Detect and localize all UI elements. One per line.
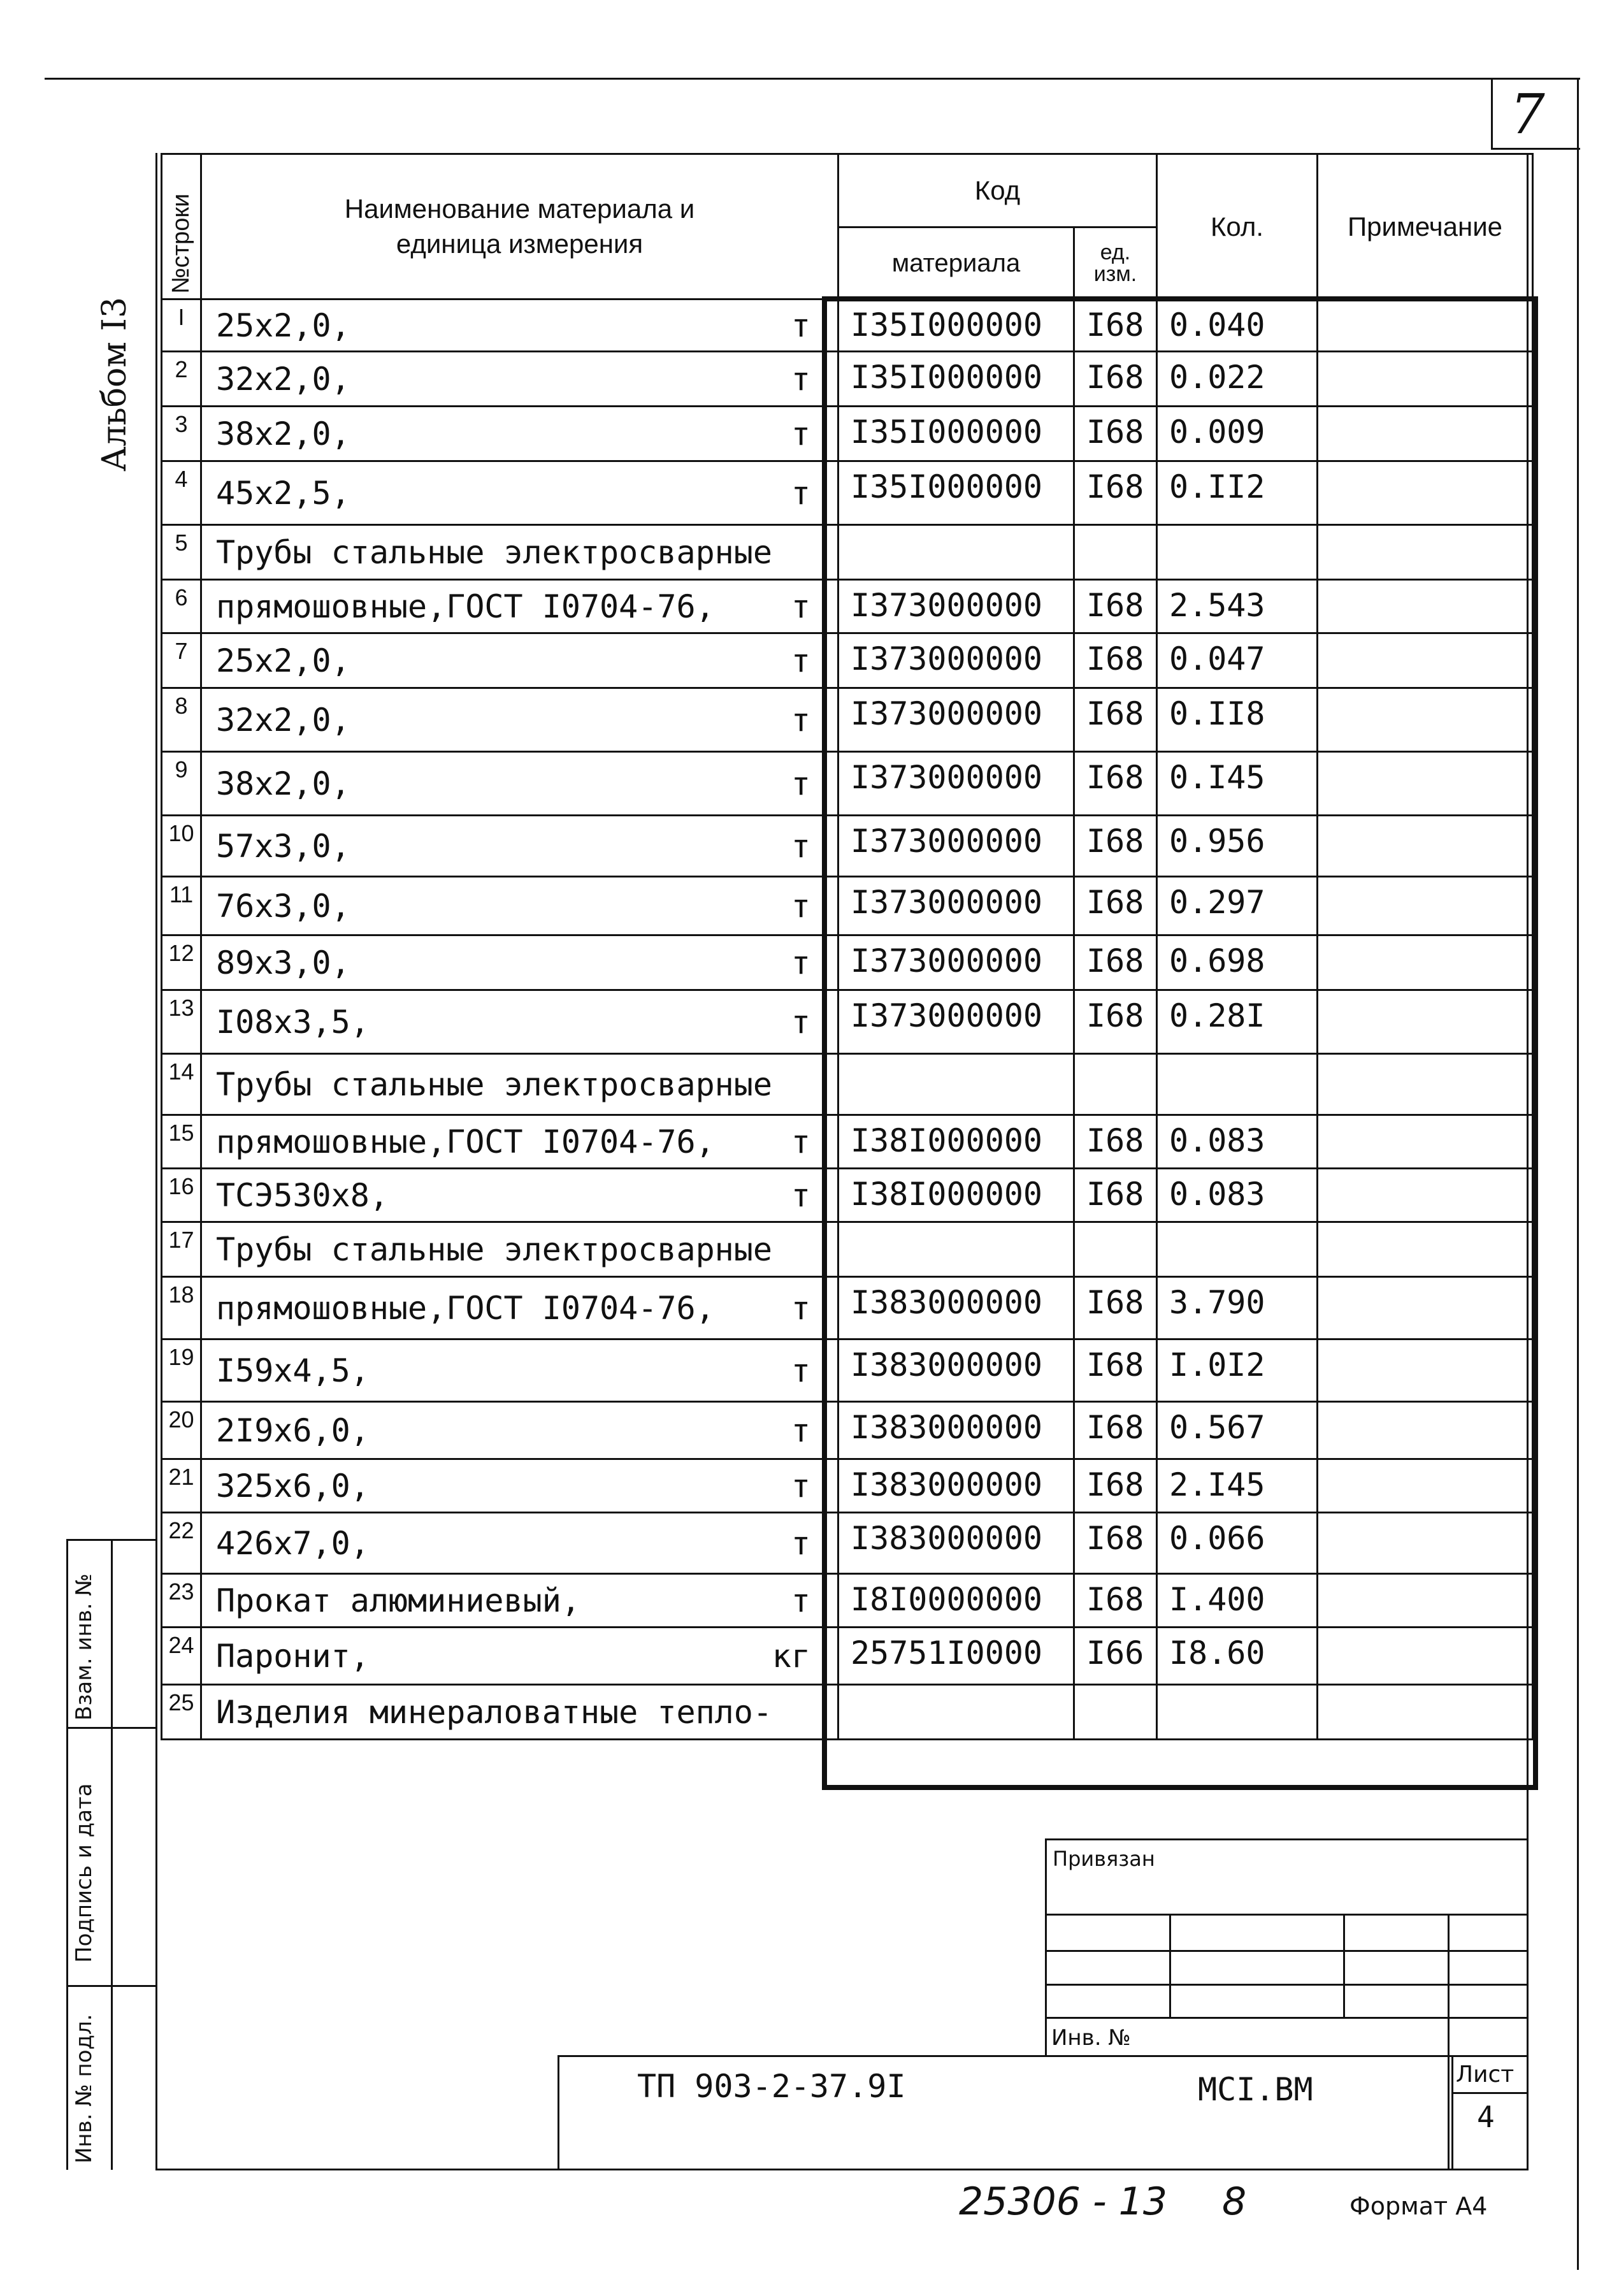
- row-name-text: 76x3,0,: [216, 887, 350, 925]
- row-quantity: 0.I45: [1157, 752, 1318, 816]
- stamp-sheet-label: Лист: [1456, 2061, 1515, 2088]
- row-unit: т: [791, 588, 810, 625]
- row-quantity: 0.040: [1157, 300, 1318, 352]
- row-number: 17: [162, 1222, 201, 1277]
- row-name: [201, 1277, 838, 1339]
- stamp-col-1: [1169, 1914, 1171, 2017]
- row-number: 24: [162, 1628, 201, 1685]
- row-name-text: 45x2,5,: [216, 474, 350, 512]
- margin-strip-inner: [111, 1539, 113, 2170]
- row-quantity: 2.I45: [1157, 1459, 1318, 1513]
- row-name: [201, 525, 838, 580]
- frame-left: [155, 153, 157, 2170]
- row-unit-code: I68: [1074, 1277, 1157, 1339]
- row-number: 7: [162, 633, 201, 688]
- row-number: 3: [162, 407, 201, 461]
- stamp-sheet-left: [1451, 2055, 1453, 2170]
- footer-page-no: 8: [1222, 2179, 1247, 2224]
- row-unit: т: [791, 1467, 810, 1505]
- stamp-line-1: [1045, 1914, 1528, 1916]
- row-number: 4: [162, 461, 201, 525]
- row-unit-code: I68: [1074, 1513, 1157, 1574]
- row-quantity: 0.297: [1157, 877, 1318, 935]
- row-unit: т: [791, 1352, 810, 1389]
- row-unit: т: [791, 944, 810, 981]
- row-quantity: I.0I2: [1157, 1339, 1318, 1402]
- row-name: [201, 300, 838, 352]
- row-quantity: 0.698: [1157, 935, 1318, 990]
- row-unit-code: I68: [1074, 1169, 1157, 1222]
- row-material-code: I383000000: [838, 1339, 1074, 1402]
- row-name: [201, 461, 838, 525]
- row-material-code: I373000000: [838, 580, 1074, 633]
- footer-format: Формат А4: [1349, 2192, 1488, 2220]
- row-unit: т: [791, 887, 810, 925]
- row-unit-code: I68: [1074, 935, 1157, 990]
- row-name: [201, 877, 838, 935]
- row-quantity: 0.009: [1157, 407, 1318, 461]
- header-row-no: №строки: [162, 154, 201, 300]
- row-unit: т: [791, 1123, 810, 1160]
- row-name-text: I59x4,5,: [216, 1352, 370, 1389]
- stamp-line-4: [1045, 2017, 1528, 2019]
- stamp-top: [1045, 1838, 1528, 1840]
- row-material-code: I373000000: [838, 816, 1074, 877]
- row-material-code: I383000000: [838, 1459, 1074, 1513]
- row-unit-code: I68: [1074, 580, 1157, 633]
- row-number: 19: [162, 1339, 201, 1402]
- row-material-code: I35I000000: [838, 461, 1074, 525]
- row-unit-code: I68: [1074, 688, 1157, 752]
- row-unit: т: [791, 827, 810, 865]
- row-name-text: 325x6,0,: [216, 1467, 370, 1505]
- row-name-text: Трубы стальные электросварные: [216, 1065, 772, 1103]
- row-quantity: 0.28I: [1157, 990, 1318, 1054]
- row-name: [201, 580, 838, 633]
- margin-divider-2: [66, 1985, 157, 1987]
- row-name-text: ТСЭ530x8,: [216, 1176, 389, 1214]
- row-number: 18: [162, 1277, 201, 1339]
- row-material-code: I38I000000: [838, 1169, 1074, 1222]
- row-name-text: I08x3,5,: [216, 1003, 370, 1041]
- row-name: [201, 752, 838, 816]
- margin-divider-1: [66, 1727, 157, 1729]
- row-unit: т: [791, 765, 810, 802]
- row-name-text: 89x3,0,: [216, 944, 350, 981]
- row-unit-code: I66: [1074, 1628, 1157, 1685]
- row-name-text: Паронит,: [216, 1637, 370, 1675]
- row-number: 11: [162, 877, 201, 935]
- row-number: I: [162, 300, 201, 352]
- row-material-code: I383000000: [838, 1402, 1074, 1459]
- album-label: Альбом I3: [96, 297, 134, 472]
- margin-strip-top: [66, 1539, 157, 1541]
- row-name: [201, 1054, 838, 1115]
- stamp-line-2: [1045, 1950, 1528, 1952]
- row-unit-code: I68: [1074, 461, 1157, 525]
- page-right-edge: [1577, 78, 1579, 2270]
- row-unit: т: [791, 1289, 810, 1327]
- stamp-col-3: [1448, 1914, 1450, 2170]
- row-unit: т: [791, 415, 810, 452]
- row-unit-code: I68: [1074, 407, 1157, 461]
- stamp-sheet-no: 4: [1477, 2100, 1495, 2134]
- row-number: 23: [162, 1574, 201, 1628]
- row-number: 5: [162, 525, 201, 580]
- row-material-code: I373000000: [838, 877, 1074, 935]
- row-name-text: прямошовные,ГОСТ I0704-76,: [216, 1123, 715, 1160]
- row-unit-code: I68: [1074, 1339, 1157, 1402]
- row-unit-code: I68: [1074, 752, 1157, 816]
- corner-box-bottom: [1491, 148, 1580, 150]
- margin-vzam-inv: Взам. инв. №: [71, 1573, 97, 1721]
- row-name-text: 38x2,0,: [216, 415, 350, 452]
- row-quantity: 0.047: [1157, 633, 1318, 688]
- frame-bottom: [155, 2169, 1529, 2170]
- row-number: 20: [162, 1402, 201, 1459]
- row-quantity: 0.066: [1157, 1513, 1318, 1574]
- row-unit: т: [791, 1524, 810, 1562]
- row-quantity: 0.083: [1157, 1169, 1318, 1222]
- row-number: 13: [162, 990, 201, 1054]
- row-material-code: I35I000000: [838, 300, 1074, 352]
- row-name: [201, 633, 838, 688]
- row-material-code: I373000000: [838, 752, 1074, 816]
- row-number: 21: [162, 1459, 201, 1513]
- row-unit: т: [791, 360, 810, 398]
- row-name-text: прямошовные,ГОСТ I0704-76,: [216, 588, 715, 625]
- row-unit: кг: [772, 1637, 810, 1675]
- top-rule: [45, 78, 1580, 80]
- sheet-corner-number: 7: [1510, 83, 1545, 147]
- row-unit-code: I68: [1074, 1402, 1157, 1459]
- row-name-text: Прокат алюминиевый,: [216, 1582, 580, 1619]
- row-name-text: 57x3,0,: [216, 827, 350, 865]
- row-unit-code: I68: [1074, 633, 1157, 688]
- footer-archive-no: 25306 - 13: [959, 2179, 1168, 2224]
- row-quantity: 0.II2: [1157, 461, 1318, 525]
- row-material-code: I8I0000000: [838, 1574, 1074, 1628]
- row-material-code: I35I000000: [838, 352, 1074, 407]
- stamp-doc-mark: МСI.ВМ: [1198, 2071, 1313, 2108]
- row-number: 2: [162, 352, 201, 407]
- row-number: 25: [162, 1685, 201, 1740]
- stamp-doc-code: ТП 903-2-37.9I: [637, 2068, 906, 2105]
- row-quantity: 0.II8: [1157, 688, 1318, 752]
- margin-inv-podl: Инв. № подл.: [71, 2014, 97, 2163]
- row-quantity: I.400: [1157, 1574, 1318, 1628]
- row-unit: т: [791, 307, 810, 344]
- row-name-text: 426x7,0,: [216, 1524, 370, 1562]
- frame-right: [1527, 153, 1529, 2170]
- data-body-frame-right: [822, 296, 1538, 1790]
- header-code-material: материала: [838, 227, 1074, 300]
- corner-box-left: [1491, 78, 1493, 148]
- row-name: [201, 352, 838, 407]
- row-number: 6: [162, 580, 201, 633]
- header-name: Наименование материала и единица измерения: [201, 154, 838, 300]
- header-code-unit: ед. изм.: [1074, 227, 1157, 300]
- stamp-left: [1045, 1838, 1047, 2055]
- row-material-code: I383000000: [838, 1513, 1074, 1574]
- row-number: 22: [162, 1513, 201, 1574]
- row-unit-code: I68: [1074, 1459, 1157, 1513]
- row-unit-code: I68: [1074, 877, 1157, 935]
- header-qty: Кол.: [1157, 154, 1318, 300]
- row-number: 16: [162, 1169, 201, 1222]
- row-name: [201, 1339, 838, 1402]
- row-quantity: I8.60: [1157, 1628, 1318, 1685]
- row-unit: т: [791, 1176, 810, 1214]
- row-unit: т: [791, 701, 810, 739]
- row-name: [201, 1513, 838, 1574]
- row-unit-code: I68: [1074, 1574, 1157, 1628]
- row-unit-code: I68: [1074, 352, 1157, 407]
- row-name-text: Трубы стальные электросварные: [216, 533, 772, 571]
- stamp-inv-no: Инв. №: [1051, 2025, 1131, 2051]
- row-material-code: I373000000: [838, 633, 1074, 688]
- row-name: [201, 1115, 838, 1169]
- stamp-doc-left: [558, 2055, 559, 2170]
- row-quantity: 0.956: [1157, 816, 1318, 877]
- row-name-text: прямошовные,ГОСТ I0704-76,: [216, 1289, 715, 1327]
- row-name: [201, 935, 838, 990]
- row-material-code: I35I000000: [838, 407, 1074, 461]
- row-unit: т: [791, 642, 810, 679]
- stamp-col-2: [1343, 1914, 1345, 2017]
- row-unit: т: [791, 474, 810, 512]
- row-material-code: I38I000000: [838, 1115, 1074, 1169]
- row-unit-code: I68: [1074, 300, 1157, 352]
- stamp-sheet-divider: [1451, 2092, 1528, 2094]
- stamp-line-3: [1045, 1984, 1528, 1986]
- row-name: [201, 1685, 838, 1740]
- row-unit-code: I68: [1074, 1115, 1157, 1169]
- row-quantity: 0.083: [1157, 1115, 1318, 1169]
- row-material-code: I373000000: [838, 688, 1074, 752]
- row-quantity: 0.567: [1157, 1402, 1318, 1459]
- row-name: [201, 1628, 838, 1685]
- row-unit: т: [791, 1412, 810, 1449]
- row-name-text: 2I9x6,0,: [216, 1412, 370, 1449]
- row-name-text: 38x2,0,: [216, 765, 350, 802]
- row-name: [201, 407, 838, 461]
- row-number: 15: [162, 1115, 201, 1169]
- row-unit: т: [791, 1003, 810, 1041]
- row-name-text: 25x2,0,: [216, 642, 350, 679]
- row-material-code: I373000000: [838, 990, 1074, 1054]
- row-name: [201, 688, 838, 752]
- row-name: [201, 1574, 838, 1628]
- row-name: [201, 990, 838, 1054]
- row-unit-code: I68: [1074, 816, 1157, 877]
- row-quantity: 3.790: [1157, 1277, 1318, 1339]
- margin-strip-left: [66, 1539, 68, 2170]
- stamp-privyazan: Привязан: [1053, 1847, 1155, 1871]
- row-name-text: 32x2,0,: [216, 360, 350, 398]
- row-unit-code: I68: [1074, 990, 1157, 1054]
- row-material-code: I373000000: [838, 935, 1074, 990]
- row-name: [201, 1222, 838, 1277]
- row-number: 14: [162, 1054, 201, 1115]
- row-name-text: 32x2,0,: [216, 701, 350, 739]
- header-code: Код: [838, 154, 1157, 227]
- row-quantity: 0.022: [1157, 352, 1318, 407]
- row-name: [201, 1459, 838, 1513]
- row-material-code: I383000000: [838, 1277, 1074, 1339]
- row-number: 12: [162, 935, 201, 990]
- row-name-text: Трубы стальные электросварные: [216, 1231, 772, 1268]
- stamp-doc-row-top: [558, 2055, 1528, 2057]
- row-quantity: 2.543: [1157, 580, 1318, 633]
- row-number: 10: [162, 816, 201, 877]
- row-number: 9: [162, 752, 201, 816]
- row-number: 8: [162, 688, 201, 752]
- margin-podpis-data: Подпись и дата: [71, 1783, 97, 1963]
- row-name: [201, 816, 838, 877]
- row-material-code: 25751I0000: [838, 1628, 1074, 1685]
- row-name-text: 25x2,0,: [216, 307, 350, 344]
- header-note: Примечание: [1318, 154, 1533, 300]
- row-name: [201, 1402, 838, 1459]
- row-unit: т: [791, 1582, 810, 1619]
- row-name: [201, 1169, 838, 1222]
- row-name-text: Изделия минераловатные тепло-: [216, 1693, 772, 1731]
